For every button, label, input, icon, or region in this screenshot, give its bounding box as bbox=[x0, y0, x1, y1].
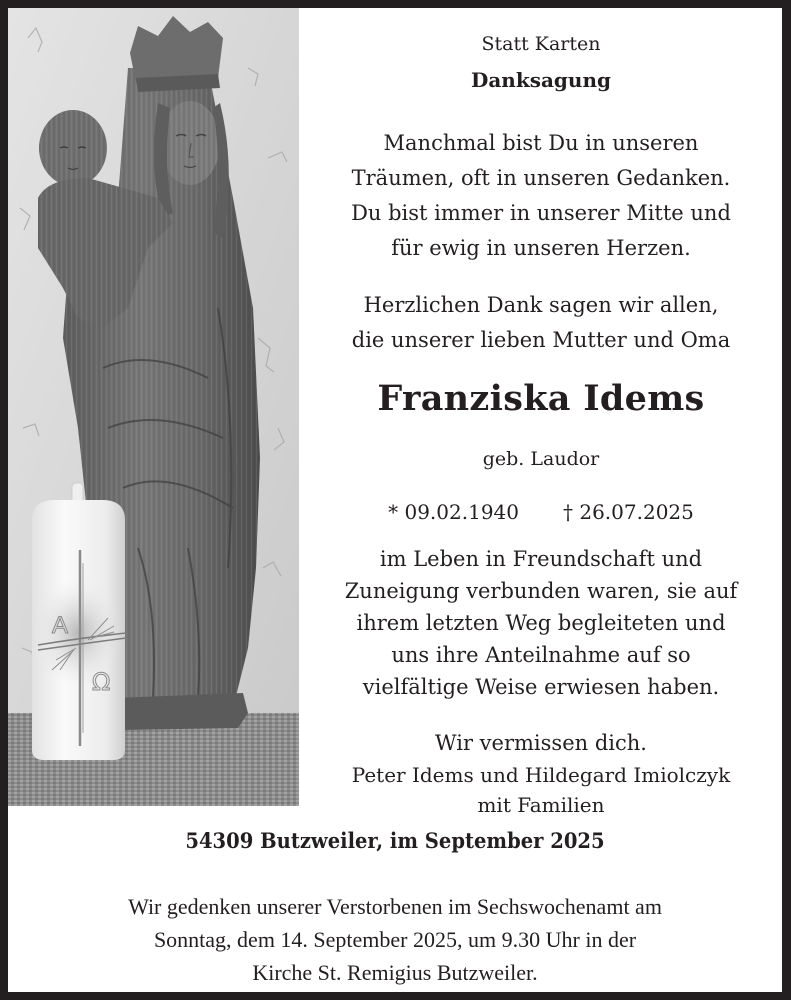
thanks-line: die unserer lieben Mutter und Oma bbox=[351, 328, 731, 352]
alpha-symbol: A bbox=[52, 612, 69, 639]
verse-line: Träumen, oft in unseren Gedanken. bbox=[351, 166, 731, 190]
signatory-line: Peter Idems und Hildegard Imiolczyk bbox=[351, 763, 731, 787]
signatory-line: mit Familien bbox=[477, 793, 605, 817]
verse-line: Du bist immer in unserer Mitte und bbox=[351, 201, 731, 225]
madonna-statue-image bbox=[8, 8, 299, 806]
verse-line: für ewig in unseren Herzen. bbox=[391, 236, 691, 260]
closing-line: Wir vermissen dich. bbox=[435, 731, 647, 755]
notice-title: Danksagung bbox=[471, 68, 611, 92]
death-date: † 26.07.2025 bbox=[563, 500, 694, 524]
thanks-body-line: vielfältige Weise erwiesen haben. bbox=[362, 675, 720, 699]
memorial-candle bbox=[32, 483, 126, 760]
thanks-body-line: im Leben in Freundschaft und bbox=[379, 547, 703, 571]
memorial-line: Kirche St. Remigius Butzweiler. bbox=[252, 960, 538, 985]
birth-date: * 09.02.1940 bbox=[388, 500, 519, 524]
verse-line: Manchmal bist Du in unseren bbox=[383, 131, 699, 155]
thanks-body-line: Zuneigung verbunden waren, sie auf bbox=[344, 579, 738, 603]
life-dates bbox=[300, 500, 782, 524]
thanks-line: Herzlichen Dank sagen wir allen, bbox=[363, 293, 719, 317]
birth-name: geb. Laudor bbox=[482, 448, 600, 470]
thanks-body-line: uns ihre Anteilnahme auf so bbox=[391, 643, 691, 667]
memorial-line: Sonntag, dem 14. September 2025, um 9.30 Uhr in der bbox=[153, 927, 637, 952]
omega-symbol: Ω bbox=[92, 668, 111, 696]
memorial-photo bbox=[8, 8, 299, 806]
deceased-name: Franziska Idems bbox=[377, 378, 705, 419]
thanks-body-line: ihrem letzten Weg begleiteten und bbox=[356, 611, 726, 635]
memorial-line: Wir gedenken unserer Verstorbenen im Sechswochenamt am bbox=[128, 894, 662, 919]
place-and-date: 54309 Butzweiler, im September 2025 bbox=[185, 828, 605, 853]
pre-header: Statt Karten bbox=[481, 33, 601, 55]
